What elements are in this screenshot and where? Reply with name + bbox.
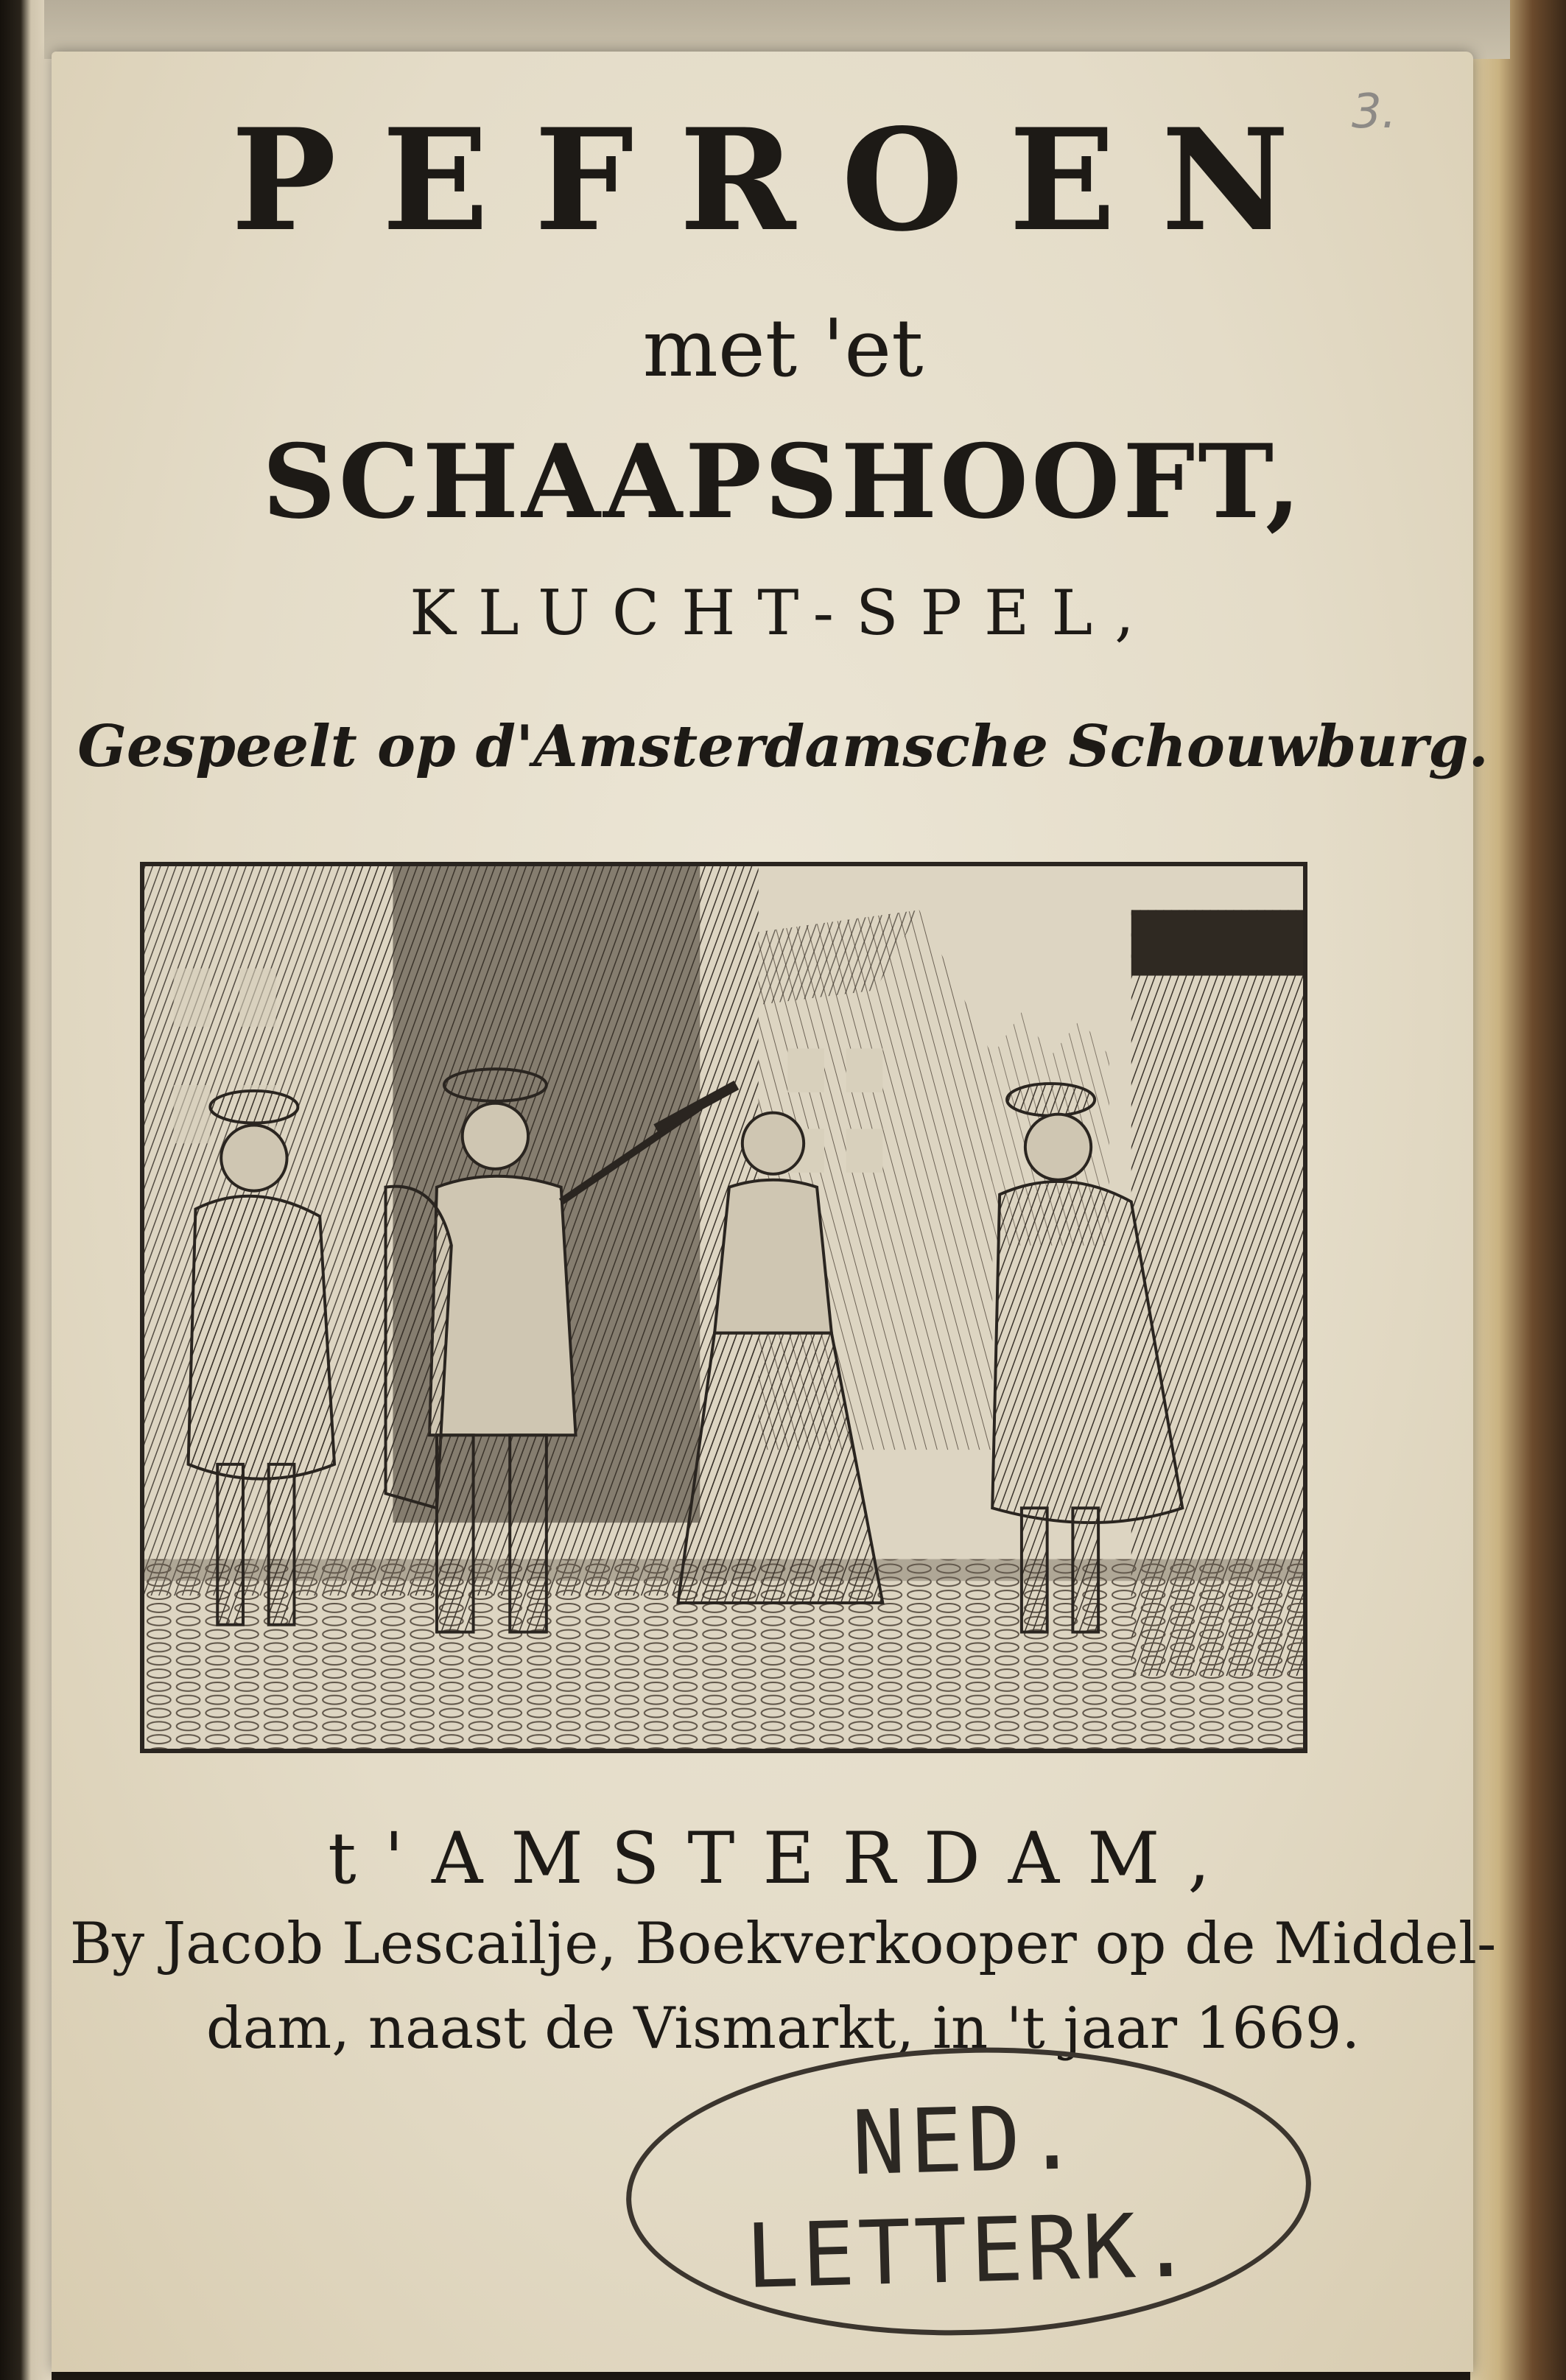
subtitle-met: met 'et — [642, 303, 924, 395]
stamp-text-ned: NED. — [850, 2086, 1084, 2196]
stamp-text-letterk: LETTERK. — [744, 2194, 1196, 2309]
street-scene-engraving — [144, 866, 1303, 1749]
performance-line: Gespeelt op d'Amsterdamsche Schouwburg. — [77, 713, 1489, 780]
engraving-illustration — [140, 862, 1307, 1753]
imprint-city: t'AMSTERDAM, — [328, 1817, 1238, 1900]
genre-line: KLUCHT-SPEL, — [410, 577, 1156, 649]
subtitle-schaapshooft: SCHAAPSHOOFT, — [262, 421, 1304, 541]
imprint-address-year: dam, naast de Vismarkt, in 't jaar 1669. — [206, 1995, 1360, 2062]
imprint-publisher: By Jacob Lescailje, Boekverkooper op de Middel- — [69, 1911, 1497, 1977]
book-cloth-top — [44, 0, 1510, 59]
book-title: PEFROEN — [231, 98, 1335, 262]
page-number: 3. — [1351, 85, 1397, 139]
